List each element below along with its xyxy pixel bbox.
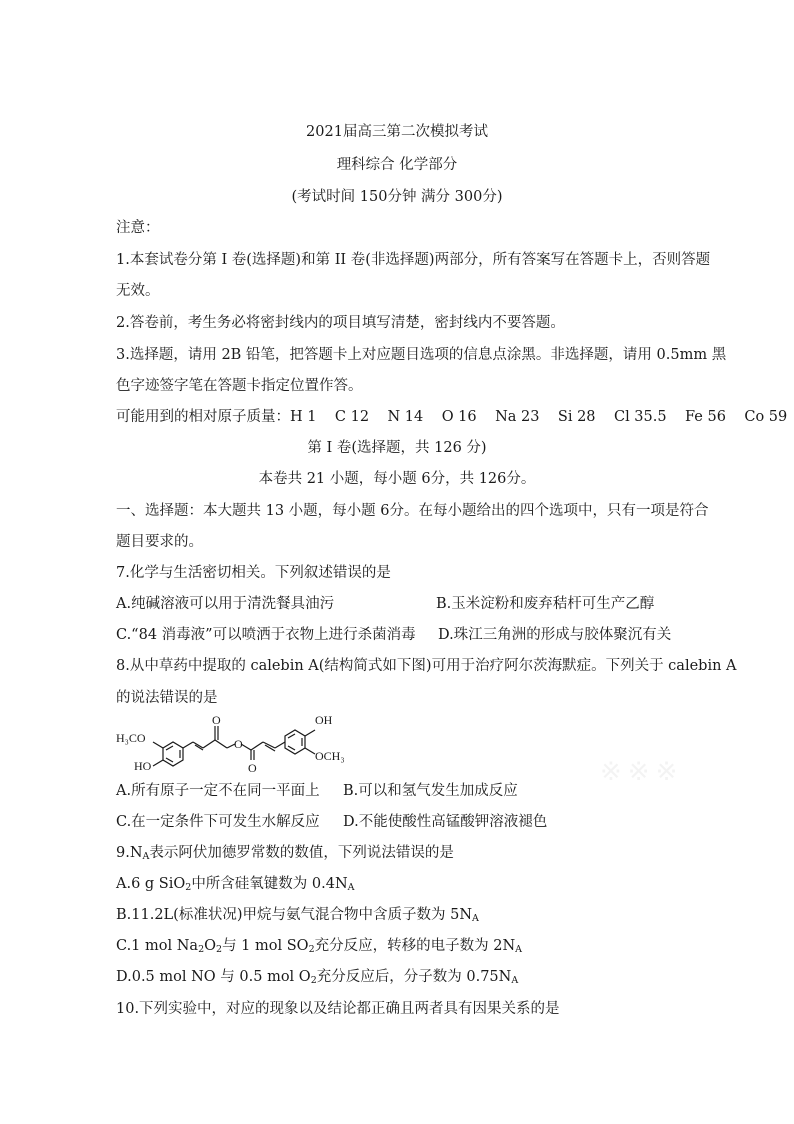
label-och3: OCH₃ — [315, 749, 345, 763]
label-ester-o: O — [234, 737, 243, 751]
notice-heading: 注意： — [116, 220, 160, 236]
question-9-stem: $9.N_A$表示阿伏加德罗常数的数值，下列说法错误的是 — [116, 845, 454, 862]
question-7-option-b: B.玉米淀粉和废弃秸杆可生产乙醇 — [436, 596, 655, 612]
question-7-option-c: C.“84 消毒液”可以喷洒于衣物上进行杀菌消毒 — [116, 627, 416, 643]
question-8-option-c: C.在一定条件下可发生水解反应 — [116, 814, 320, 830]
question-7-option-a: A.纯碱溶液可以用于清洗餐具油污 — [116, 596, 335, 612]
atomic-masses: 可能用到的相对原子质量：H 1 C 12 N 14 O 16 Na 23 Si 28 Cl 35.5 Fe 56 Co 59 — [116, 409, 788, 425]
question-10-stem: 10.下列实验中，对应的现象以及结论都正确且两者具有因果关系的是 — [116, 1001, 560, 1017]
exam-subtitle: 理科综合 化学部分 — [336, 157, 458, 173]
question-8-option-b: B.可以和氢气发生加成反应 — [343, 783, 518, 799]
notice-item-2: 2.答卷前，考生务必将密封线内的项目填写清楚，密封线内不要答题。 — [116, 315, 565, 331]
exam-time-info: (考试时间 150分钟 满分 300分) — [291, 189, 503, 205]
calebin-a-structure — [110, 710, 420, 776]
label-h3co: H₃CO — [116, 731, 146, 745]
section-1-instruction-line-2: 题目要求的。 — [116, 534, 203, 550]
section-1-instruction-line-1: 一、选择题：本大题共 13 小题，每小题 6分。在每小题给出的四个选项中，只有一项是符合 — [116, 503, 709, 519]
label-oh-right: OH — [315, 713, 333, 727]
label-ho-left: HO — [134, 759, 152, 773]
question-9-option-b: B.11.2L(标准状况)甲烷与氨气混合物中含质子数为 $5N_A$ — [116, 907, 479, 924]
section-1-title: 第 I 卷(选择题，共 126 分) — [307, 440, 487, 456]
label-ketone-o: O — [212, 713, 221, 727]
notice-item-3-line-2: 色字迹签字笔在答题卡指定位置作答。 — [116, 378, 363, 394]
question-8-stem-line-2: 的说法错误的是 — [116, 690, 218, 706]
question-7-stem: 7.化学与生活密切相关。下列叙述错误的是 — [116, 565, 391, 581]
question-8-option-d: D.不能使酸性高锰酸钾溶液褪色 — [343, 814, 548, 830]
question-9-option-c: C.1 mol $Na_2O_2$与 1 mol $SO_2$充分反应，转移的电子数为 $2N_A$ — [116, 938, 523, 955]
question-9-option-d: D.0.5 mol NO 与 0.5 mol $O_2$充分反应后，分子数为 $0.75N_A$ — [116, 969, 519, 986]
section-1-summary: 本卷共 21 小题，每小题 6分，共 126分。 — [258, 471, 536, 487]
exam-title: 2021届高三第二次模拟考试 — [306, 124, 488, 140]
watermark: ※※※ — [600, 756, 684, 786]
question-9-option-a: A.6 g SiO$_2$中所含硅氧键数为 $0.4N_A$ — [116, 876, 355, 893]
question-7-option-d: D.珠江三角洲的形成与胶体聚沉有关 — [438, 627, 672, 643]
label-carbonyl-o: O — [248, 761, 257, 775]
notice-item-3-line-1: 3.选择题，请用 2B 铅笔，把答题卡上对应题目选项的信息点涂黑。非选择题，请用 0.5mm 黑 — [116, 347, 727, 363]
notice-item-1-line-2: 无效。 — [116, 283, 160, 299]
question-8-option-a: A.所有原子一定不在同一平面上 — [116, 783, 320, 799]
notice-item-1-line-1: 1.本套试卷分第 I 卷(选择题)和第 II 卷(非选择题)两部分，所有答案写在答题卡上，否则答题 — [116, 252, 711, 268]
question-8-stem-line-1: 8.从中草药中提取的 calebin A(结构简式如下图)可用于治疗阿尔茨海默症。下列关于 calebin A — [116, 658, 737, 674]
